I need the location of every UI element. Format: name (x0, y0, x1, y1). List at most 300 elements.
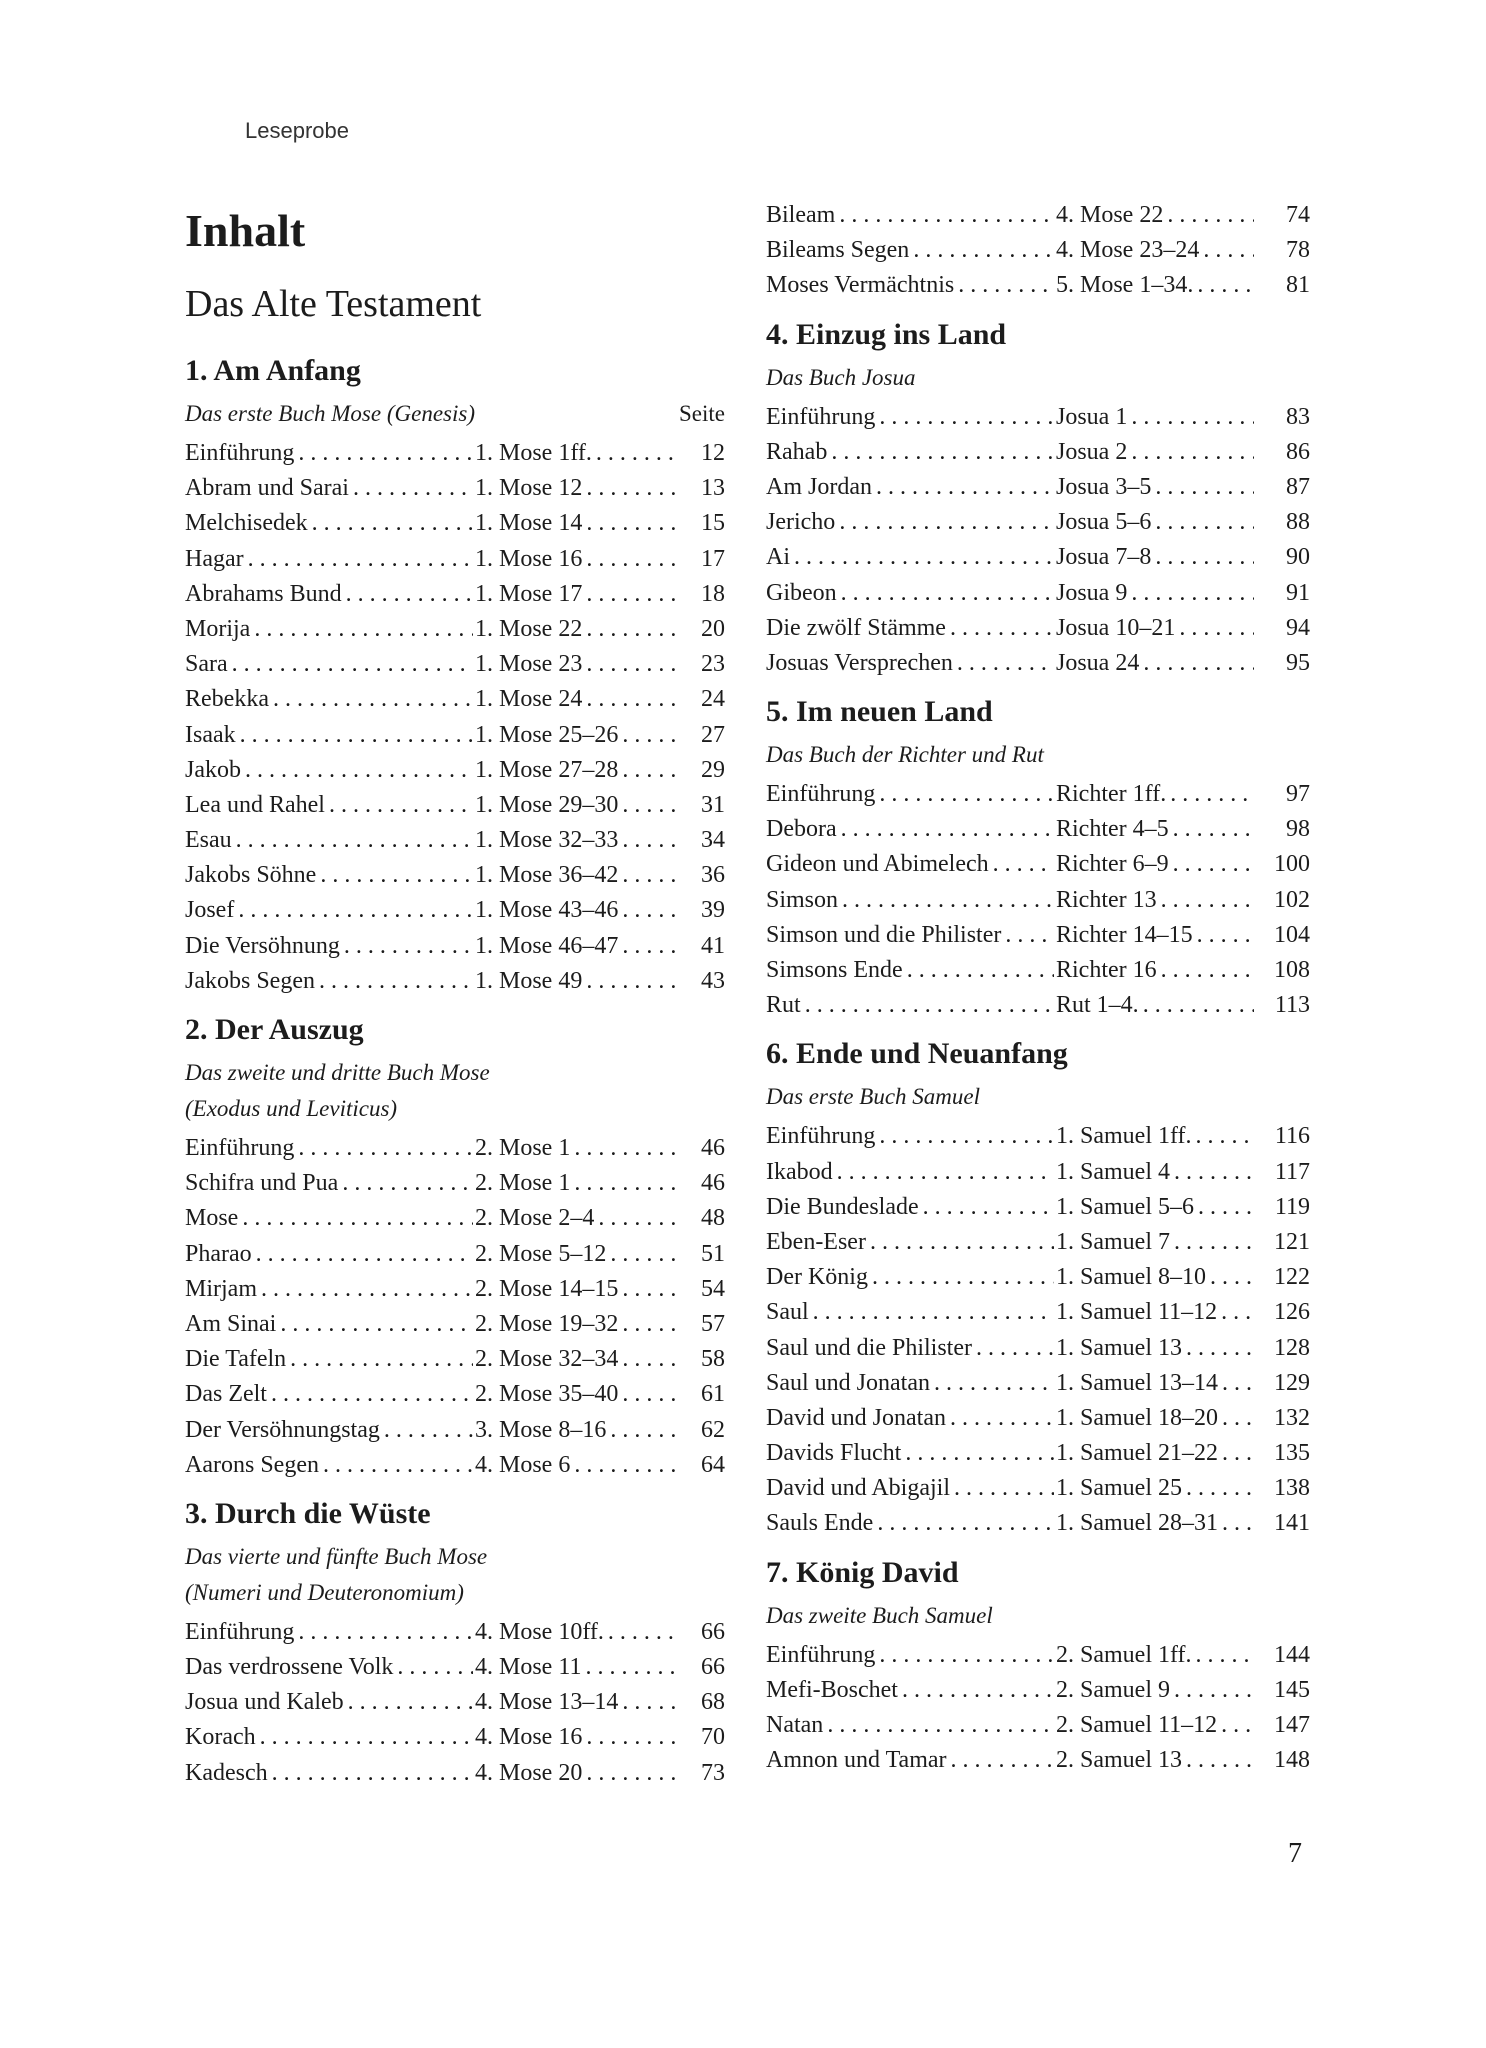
entry-reference: 1. Samuel 28–31 (1056, 1510, 1218, 1537)
entry-page: 46 (701, 1135, 725, 1161)
entry-title-cell (766, 1119, 1056, 1154)
entry-page: 57 (701, 1310, 725, 1337)
toc-entry (766, 1673, 1310, 1708)
entry-page: 141 (1274, 1510, 1310, 1537)
leader-dots (622, 1272, 678, 1307)
entry-reference: 2. Mose 35–40 (475, 1381, 619, 1408)
subtitle-text: Das erste Buch Samuel (766, 1084, 980, 1110)
entry-title: Jakobs Söhne (185, 862, 317, 889)
leader-dots (1155, 540, 1254, 575)
seite-label: Seite (679, 401, 725, 426)
leader-dots (957, 646, 1054, 681)
leader-dots (1179, 611, 1254, 646)
toc-entry (766, 1708, 1310, 1743)
entry-title: Einführung (766, 781, 876, 808)
toc-entry (185, 1756, 725, 1791)
chapter-subtitle (766, 1598, 1310, 1634)
entry-reference: 1. Samuel 7 (1056, 1228, 1170, 1255)
leader-dots (608, 1615, 678, 1650)
entry-list (766, 777, 1310, 1023)
toc-entry (185, 788, 725, 823)
entry-reference-cell (475, 1448, 680, 1483)
entry-page: 116 (1274, 1123, 1310, 1150)
entry-page: 144 (1274, 1641, 1310, 1668)
entry-reference-cell (1056, 1260, 1256, 1295)
entry-page: 51 (701, 1240, 725, 1267)
leader-dots (585, 1650, 678, 1685)
entry-reference-cell (1056, 883, 1256, 918)
entry-title: Pharao (185, 1240, 252, 1267)
toc-entry (185, 1413, 725, 1448)
entry-title: Gibeon (766, 579, 837, 606)
entry-page: 147 (1274, 1712, 1310, 1738)
entry-title-cell (766, 1401, 1056, 1436)
entry-title-cell (766, 646, 1056, 681)
leader-dots (622, 718, 678, 753)
entry-title: Einführung (766, 1123, 876, 1150)
leader-dots (622, 788, 678, 823)
toc-entry (185, 1615, 725, 1650)
leader-dots (586, 471, 678, 506)
entry-reference-cell (475, 1685, 680, 1720)
header-label: Leseprobe (245, 118, 349, 143)
entry-reference: Josua 24 (1056, 649, 1140, 676)
leader-dots (1221, 1295, 1254, 1330)
entry-title: Josua und Kaleb (185, 1689, 344, 1716)
entry-reference: Josua 10–21 (1056, 614, 1176, 641)
entry-title-cell (766, 1225, 1056, 1260)
chapter-subtitle (185, 1575, 725, 1611)
entry-reference: 1. Samuel 11–12 (1056, 1299, 1218, 1326)
entry-title-cell (185, 964, 475, 999)
leader-dots (344, 929, 473, 964)
leader-dots (298, 436, 473, 471)
leader-dots (1005, 918, 1054, 953)
leader-dots (348, 1685, 473, 1720)
toc-entry (185, 436, 725, 471)
entry-reference: Richter 13 (1056, 886, 1157, 913)
toc-entry (766, 1190, 1310, 1225)
entry-title-cell (766, 1506, 1056, 1541)
entry-reference-cell (475, 1131, 680, 1166)
entry-title-cell (185, 471, 475, 506)
entry-reference-cell (475, 1377, 680, 1412)
toc-entry (185, 1377, 725, 1412)
entry-title-cell (766, 1155, 1056, 1190)
entry-reference: 1. Mose 24 (475, 686, 583, 713)
toc-section (185, 346, 725, 999)
toc-section (766, 310, 1310, 682)
entry-title: Einführung (766, 1641, 876, 1668)
toc-entry (185, 682, 725, 717)
toc-entry (766, 1471, 1310, 1506)
page-number: 7 (1288, 1838, 1302, 1869)
entry-reference: 2. Samuel 11–12 (1056, 1712, 1218, 1738)
entry-reference: 4. Mose 11 (475, 1654, 582, 1681)
leader-dots (342, 1166, 473, 1201)
entry-reference: 4. Mose 6 (475, 1451, 571, 1478)
toc-entry (766, 400, 1310, 435)
leader-dots (346, 577, 473, 612)
entry-reference-cell (475, 1615, 680, 1650)
entry-title-cell (185, 1307, 475, 1342)
entry-reference: 1. Mose 43–46 (475, 897, 619, 924)
chapter-subtitle (766, 360, 1310, 396)
leader-dots (1222, 1436, 1254, 1471)
entry-reference: 4. Mose 23–24 (1056, 237, 1200, 264)
entry-page: 46 (701, 1170, 725, 1197)
toc-entry (766, 470, 1310, 505)
entry-title: Lea und Rahel (185, 791, 325, 818)
entry-reference: 1. Mose 12 (475, 475, 583, 502)
entry-reference-cell (475, 1307, 680, 1342)
entry-reference: Josua 7–8 (1056, 544, 1152, 571)
entry-reference-cell (1056, 505, 1256, 540)
entry-title: Mose (185, 1205, 239, 1232)
entry-reference-cell (475, 1413, 680, 1448)
entry-title: Isaak (185, 721, 236, 748)
entry-reference-cell (1056, 988, 1256, 1023)
leader-dots (1170, 777, 1254, 812)
toc-entry (185, 893, 725, 928)
entry-title: Die zwölf Stämme (766, 614, 946, 641)
entry-reference: 2. Mose 1 (475, 1135, 571, 1161)
entry-reference-cell (1056, 1743, 1256, 1778)
leader-dots (879, 400, 1054, 435)
entry-page: 54 (701, 1275, 725, 1302)
entry-page: 24 (701, 686, 725, 713)
toc-entry (766, 1638, 1310, 1673)
entry-title: Hagar (185, 545, 244, 572)
entry-reference: 1. Mose 14 (475, 510, 583, 537)
leader-dots (574, 1448, 678, 1483)
entry-reference-cell (1056, 1295, 1256, 1330)
leader-dots (353, 471, 473, 506)
toc-entry (185, 1448, 725, 1483)
leader-dots (260, 1720, 473, 1755)
leader-dots (598, 1201, 678, 1236)
leader-dots (397, 1650, 473, 1685)
leader-dots (586, 682, 678, 717)
toc-entry (766, 1331, 1310, 1366)
entry-title-cell (766, 611, 1056, 646)
leader-dots (248, 542, 473, 577)
entry-reference: 4. Mose 20 (475, 1759, 583, 1786)
toc-entry (766, 576, 1310, 611)
entry-reference: 1. Samuel 5–6 (1056, 1193, 1194, 1220)
entry-title-cell (766, 918, 1056, 953)
entry-reference: Josua 5–6 (1056, 509, 1152, 536)
entry-reference: 1. Samuel 18–20 (1056, 1404, 1218, 1431)
entry-reference: Rut 1–4. (1056, 992, 1139, 1019)
entry-page: 27 (701, 721, 725, 748)
toc-entry (185, 929, 725, 964)
entry-reference: 2. Samuel 1ff. (1056, 1641, 1192, 1668)
toc-entry (766, 1295, 1310, 1330)
entry-reference-cell (1056, 435, 1256, 470)
entry-reference: 4. Mose 13–14 (475, 1689, 619, 1716)
leader-dots (1143, 646, 1254, 681)
leader-dots (1131, 576, 1254, 611)
entry-title-cell (766, 505, 1056, 540)
page-title: Inhalt (185, 205, 306, 256)
chapter-subtitle (766, 1079, 1310, 1115)
entry-reference-cell (475, 858, 680, 893)
leader-dots (1174, 1225, 1254, 1260)
toc-entry (766, 953, 1310, 988)
entry-title-cell (185, 542, 475, 577)
entry-reference-cell (475, 612, 680, 647)
entry-title-cell (766, 1295, 1056, 1330)
leader-dots (586, 647, 678, 682)
entry-title-cell (185, 1342, 475, 1377)
entry-reference-cell (475, 1272, 680, 1307)
toc-entry (766, 812, 1310, 847)
entry-page: 34 (701, 827, 725, 854)
entry-reference-cell (1056, 1506, 1256, 1541)
leader-dots (1174, 1673, 1254, 1708)
entry-title: Jakob (185, 756, 241, 783)
leader-dots (839, 505, 1054, 540)
leader-dots (1186, 1471, 1254, 1506)
entry-title: Der König (766, 1264, 868, 1291)
toc-entry (185, 1131, 725, 1166)
entry-list (185, 1131, 725, 1483)
entry-title-cell (185, 1615, 475, 1650)
leader-dots (238, 893, 473, 928)
entry-page: 94 (1286, 614, 1310, 641)
leader-dots (841, 576, 1054, 611)
entry-title: Simson (766, 886, 839, 913)
entry-reference-cell (475, 1342, 680, 1377)
entry-title: Ai (766, 544, 790, 571)
entry-title-cell (185, 858, 475, 893)
chapter-heading: 4. Einzug ins Land (766, 317, 1007, 351)
chapter-heading: 2. Der Auszug (185, 1013, 364, 1046)
entry-page: 135 (1274, 1440, 1310, 1467)
entry-title: Sara (185, 651, 228, 678)
entry-reference: 1. Mose 46–47 (475, 932, 619, 959)
entry-title-cell (766, 1673, 1056, 1708)
leader-dots (610, 1237, 678, 1272)
toc-entry (766, 1401, 1310, 1436)
leader-dots (1221, 1708, 1254, 1743)
entry-title-cell (766, 1638, 1056, 1673)
leader-dots (298, 1131, 473, 1166)
entry-title-cell (766, 1260, 1056, 1295)
entry-page: 98 (1286, 816, 1310, 843)
entry-reference-cell (1056, 611, 1256, 646)
entry-title-cell (766, 400, 1056, 435)
entry-reference: 1. Mose 22 (475, 615, 583, 642)
toc-entry (766, 1506, 1310, 1541)
toc-entry (185, 647, 725, 682)
entry-title: Die Bundeslade (766, 1193, 919, 1220)
leader-dots (261, 1272, 473, 1307)
leader-dots (586, 964, 678, 999)
toc-entry (766, 988, 1310, 1023)
leader-dots (872, 1260, 1054, 1295)
entry-reference-cell (1056, 1366, 1256, 1401)
toc-entry (766, 268, 1310, 303)
entry-reference: 2. Samuel 9 (1056, 1676, 1170, 1703)
entry-reference: 3. Mose 8–16 (475, 1416, 607, 1443)
entry-page: 138 (1274, 1475, 1310, 1502)
entry-reference-cell (1056, 1119, 1256, 1154)
entry-page: 68 (701, 1689, 725, 1716)
entry-title-cell (766, 953, 1056, 988)
leader-dots (329, 788, 473, 823)
leader-dots (1174, 1155, 1254, 1190)
entry-title: Natan (766, 1712, 824, 1738)
entry-list (766, 1119, 1310, 1541)
entry-page: 64 (701, 1451, 725, 1478)
toc-entry (766, 505, 1310, 540)
entry-title: Moses Vermächtnis (766, 272, 955, 299)
subtitle-text: Das zweite Buch Samuel (766, 1602, 993, 1628)
entry-reference-cell (475, 1720, 680, 1755)
entry-title: Kadesch (185, 1759, 268, 1786)
entry-page: 102 (1274, 886, 1310, 913)
leader-dots (245, 753, 473, 788)
leader-dots (907, 953, 1054, 988)
entry-page: 66 (701, 1654, 725, 1681)
entry-reference: 2. Mose 32–34 (475, 1346, 619, 1373)
entry-page: 100 (1274, 851, 1310, 878)
entry-reference-cell (475, 1756, 680, 1791)
entry-page: 122 (1274, 1264, 1310, 1291)
entry-reference-cell (1056, 1638, 1256, 1673)
entry-page: 83 (1286, 403, 1310, 430)
chapter-subtitle (185, 396, 725, 432)
leader-dots (839, 198, 1054, 233)
entry-reference: Richter 14–15 (1056, 921, 1193, 948)
leader-dots (586, 1756, 678, 1791)
entry-title-cell (766, 198, 1056, 233)
entry-reference: 1. Samuel 21–22 (1056, 1440, 1218, 1467)
entry-reference: 1. Mose 27–28 (475, 756, 619, 783)
toc-entry (766, 777, 1310, 812)
entry-reference: 4. Mose 16 (475, 1724, 583, 1751)
leader-dots (1131, 435, 1254, 470)
leader-dots (794, 540, 1054, 575)
entry-title-cell (185, 1756, 475, 1791)
entry-title-cell (766, 435, 1056, 470)
entry-title-cell (766, 1190, 1056, 1225)
leader-dots (813, 1295, 1054, 1330)
chapter-subtitle (185, 1091, 725, 1127)
entry-title: Einführung (185, 1135, 295, 1161)
entry-title: Amnon und Tamar (766, 1747, 947, 1774)
toc-entry (185, 506, 725, 541)
entry-title-cell (766, 1366, 1056, 1401)
entry-reference: Richter 6–9 (1056, 851, 1169, 878)
entry-page: 78 (1286, 237, 1310, 264)
chapter-subtitle (766, 737, 1310, 773)
entry-title-cell (185, 893, 475, 928)
entry-title: Saul (766, 1299, 809, 1326)
entry-reference-cell (475, 753, 680, 788)
toc-entry (185, 823, 725, 858)
toc-entry (766, 611, 1310, 646)
entry-title-cell (185, 1166, 475, 1201)
entry-title-cell (766, 777, 1056, 812)
entry-title-cell (185, 1272, 475, 1307)
leader-dots (574, 1131, 678, 1166)
leader-dots (586, 1720, 678, 1755)
entry-reference: 1. Samuel 13 (1056, 1334, 1182, 1361)
entry-title: Der Versöhnungstag (185, 1416, 380, 1443)
entry-title: Eben-Eser (766, 1228, 866, 1255)
entry-title: Am Sinai (185, 1310, 277, 1337)
entry-title-cell (185, 1413, 475, 1448)
entry-page: 74 (1286, 202, 1310, 228)
entry-reference-cell (1056, 1331, 1256, 1366)
entry-reference: 1. Mose 29–30 (475, 791, 619, 818)
toc-entry (185, 1272, 725, 1307)
toc-entry (766, 883, 1310, 918)
toc-entry (185, 471, 725, 506)
entry-reference: Josua 9 (1056, 579, 1128, 606)
entry-title-cell (185, 823, 475, 858)
entry-reference-cell (1056, 918, 1256, 953)
entry-reference-cell (1056, 953, 1256, 988)
toc-entry (185, 1650, 725, 1685)
leader-dots (1222, 1366, 1254, 1401)
subtitle-text: (Exodus und Leviticus) (185, 1096, 398, 1121)
entry-reference-cell (475, 823, 680, 858)
entry-reference-cell (1056, 812, 1256, 847)
leader-dots (923, 1190, 1054, 1225)
leader-dots (954, 1471, 1054, 1506)
entry-reference: Josua 2 (1056, 438, 1128, 465)
entry-page: 126 (1274, 1299, 1310, 1326)
entry-page: 145 (1274, 1676, 1310, 1703)
leader-dots (1197, 918, 1254, 953)
subtitle-text: Das Buch Josua (766, 364, 916, 390)
leader-dots (622, 1685, 678, 1720)
leader-dots (320, 858, 473, 893)
entry-title-cell (766, 812, 1056, 847)
entry-page: 41 (701, 932, 725, 959)
entry-reference: 2. Mose 1 (475, 1170, 571, 1197)
leader-dots (842, 883, 1054, 918)
leader-dots (950, 1401, 1054, 1436)
chapter-heading: 7. König David (766, 1555, 959, 1589)
entry-reference: Richter 1ff. (1056, 781, 1167, 808)
entry-title: Jericho (766, 509, 836, 536)
toc-entry (185, 718, 725, 753)
leader-dots (622, 1342, 678, 1377)
entry-title-cell (185, 1131, 475, 1166)
entry-page: 61 (701, 1381, 725, 1408)
entry-title-cell (766, 883, 1056, 918)
entry-title: Morija (185, 615, 251, 642)
leader-dots (837, 1155, 1054, 1190)
entry-title-cell (766, 1331, 1056, 1366)
leader-dots (254, 612, 473, 647)
chapter-heading: 1. Am Anfang (185, 354, 361, 387)
entry-reference: 1. Mose 49 (475, 967, 583, 994)
entry-page: 117 (1274, 1158, 1310, 1185)
entry-reference: 1. Mose 17 (475, 580, 583, 607)
entry-reference: 1. Samuel 1ff. (1056, 1123, 1192, 1150)
entry-title: Einführung (185, 1618, 295, 1645)
toc-entry (766, 1366, 1310, 1401)
entry-page: 70 (701, 1724, 725, 1751)
entry-reference-cell (1056, 1436, 1256, 1471)
entry-reference-cell (475, 929, 680, 964)
